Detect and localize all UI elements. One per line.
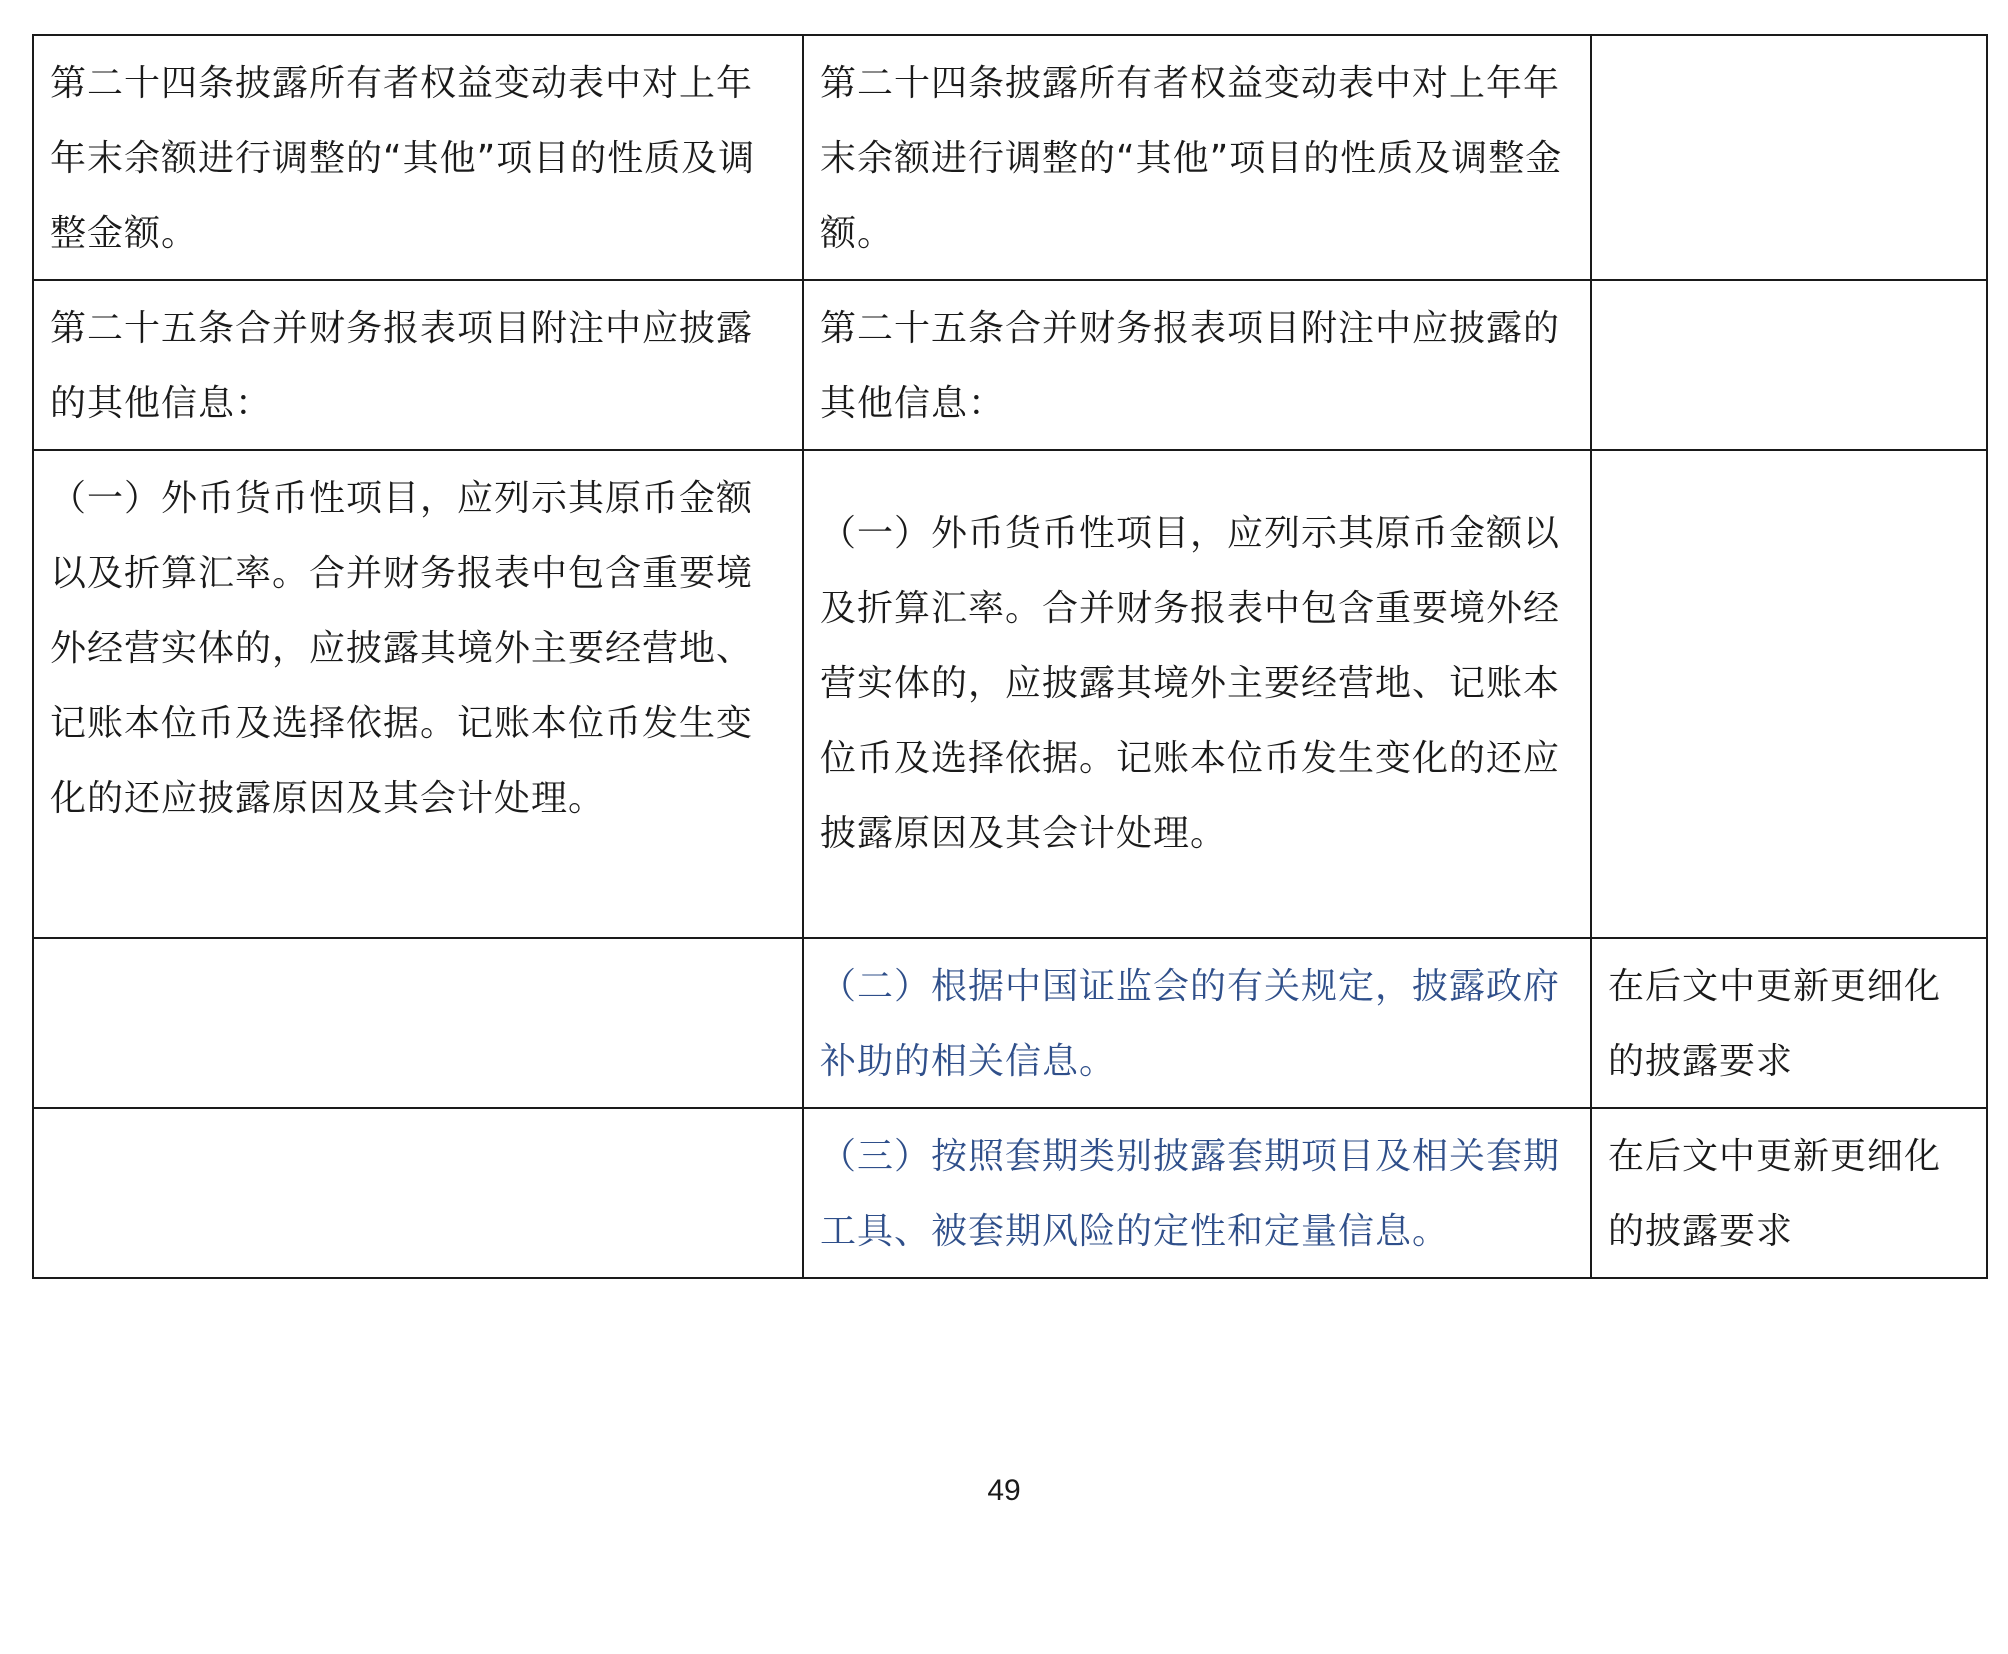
original-text-cell — [33, 938, 803, 1108]
original-text-cell: 第二十五条合并财务报表项目附注中应披露的其他信息： — [33, 280, 803, 450]
table-row — [33, 450, 1987, 938]
original-text-cell: （一）外币货币性项目，应列示其原币金额以及折算汇率。合并财务报表中包含重要境外经营实体的，应披露其境外主要经营地、记账本位币及选择依据。记账本位币发生变化的还应披露原因及其会计处理。 — [33, 450, 803, 938]
revised-text-cell: 第二十四条披露所有者权益变动表中对上年年末余额进行调整的“其他”项目的性质及调整金额。 — [803, 35, 1591, 280]
note-cell — [1591, 280, 1987, 450]
note-cell: 在后文中更新更细化的披露要求 — [1591, 1108, 1987, 1278]
table-row — [33, 1108, 1987, 1278]
revised-text-cell-new: （三）按照套期类别披露套期项目及相关套期工具、被套期风险的定性和定量信息。 — [803, 1108, 1591, 1278]
original-text-cell: 第二十四条披露所有者权益变动表中对上年年末余额进行调整的“其他”项目的性质及调整金额。 — [33, 35, 803, 280]
revised-text-cell: 第二十五条合并财务报表项目附注中应披露的其他信息： — [803, 280, 1591, 450]
comparison-table — [32, 34, 1988, 1279]
table-row — [33, 35, 1987, 280]
note-cell: 在后文中更新更细化的披露要求 — [1591, 938, 1987, 1108]
table-row — [33, 280, 1987, 450]
note-cell — [1591, 450, 1987, 938]
note-cell — [1591, 35, 1987, 280]
revised-text-cell-new: （二）根据中国证监会的有关规定，披露政府补助的相关信息。 — [803, 938, 1591, 1108]
page-number: 49 — [987, 1474, 1021, 1507]
revised-text-cell: （一）外币货币性项目，应列示其原币金额以及折算汇率。合并财务报表中包含重要境外经营实体的，应披露其境外主要经营地、记账本位币及选择依据。记账本位币发生变化的还应披露原因及其会计处理。 — [803, 450, 1591, 938]
table-row — [33, 938, 1987, 1108]
original-text-cell — [33, 1108, 803, 1278]
